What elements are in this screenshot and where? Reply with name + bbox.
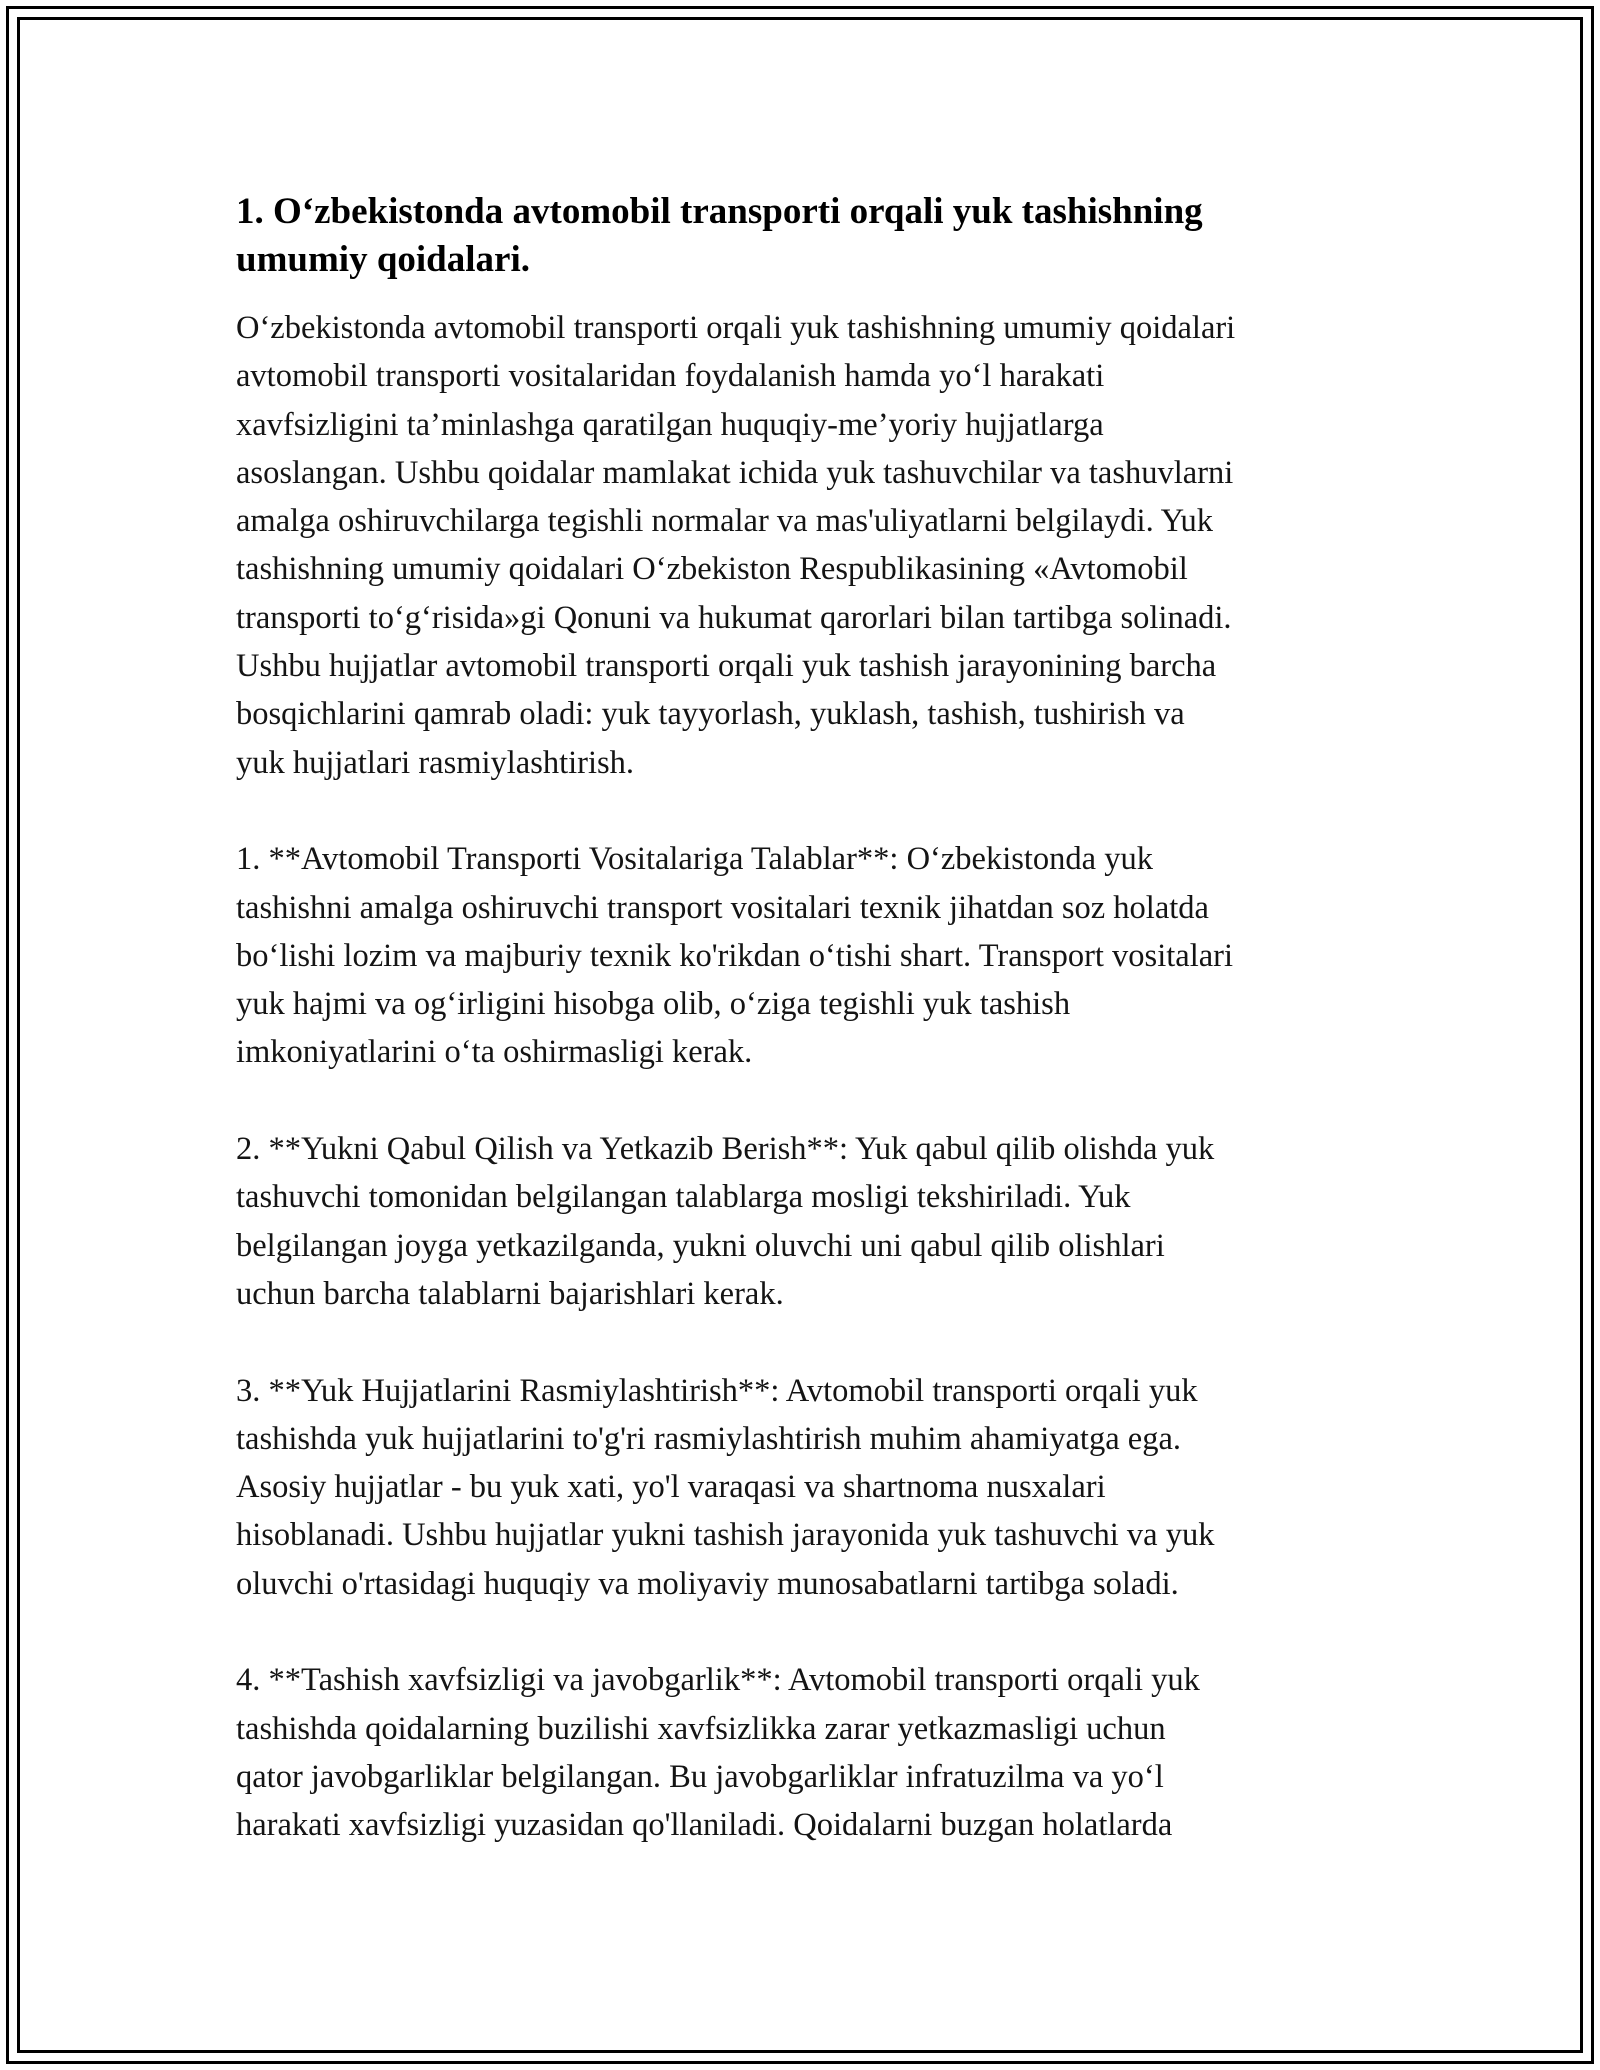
paragraph-spacer: [236, 787, 1396, 835]
heading-line: 1. O‘zbekistonda avtomobil transporti orqali yuk tashishning: [236, 191, 1203, 232]
paragraph-line: avtomobil transporti vositalaridan foydalanish hamda yo‘l harakati: [236, 358, 1105, 395]
list-item-line: hisoblanadi. Ushbu hujjatlar yukni tashish jarayonida yuk tashuvchi va yuk: [236, 1517, 1215, 1554]
document-body: [236, 188, 1396, 1850]
list-item-line: tashuvchi tomonidan belgilangan talablarga mosligi tekshiriladi. Yuk: [236, 1179, 1131, 1216]
paragraph-line: asoslangan. Ushbu qoidalar mamlakat ichida yuk tashuvchilar va tashuvlarni: [236, 454, 1234, 491]
list-item-line: tashishda qoidalarning buzilishi xavfsizlikka zarar yetkazmasligi uchun: [236, 1710, 1166, 1747]
paragraph-line: tashishning umumiy qoidalari O‘zbekiston Respublikasining «Avtomobil: [236, 551, 1188, 588]
list-item-line: harakati xavfsizligi yuzasidan qo'llaniladi. Qoidalarni buzgan holatlarda: [236, 1807, 1173, 1844]
list-item-4: [236, 1656, 1396, 1849]
list-item-3: [236, 1367, 1396, 1608]
paragraph-line: bosqichlarini qamrab oladi: yuk tayyorlash, yuklash, tashish, tushirish va: [236, 696, 1185, 733]
list-item-line: 4. **Tashish xavfsizligi va javobgarlik**: Avtomobil transporti orqali yuk: [236, 1662, 1200, 1699]
list-item-2: [236, 1125, 1396, 1318]
list-item-line: 2. **Yukni Qabul Qilish va Yetkazib Berish**: Yuk qabul qilib olishda yuk: [236, 1131, 1215, 1168]
list-item-line: yuk hajmi va og‘irligini hisobga olib, o‘ziga tegishli yuk tashish: [236, 986, 1071, 1023]
list-item-1: [236, 835, 1396, 1076]
paragraph-spacer: [236, 1608, 1396, 1656]
paragraph-line: Ushbu hujjatlar avtomobil transporti orqali yuk tashish jarayonining barcha: [236, 648, 1217, 685]
paragraph-line: xavfsizligini ta’minlashga qaratilgan huquqiy-me’yoriy hujjatlarga: [236, 406, 1104, 443]
list-item-line: 1. **Avtomobil Transporti Vositalariga Talablar**: O‘zbekistonda yuk: [236, 841, 1153, 878]
paragraph-line: amalga oshiruvchilarga tegishli normalar va mas'uliyatlarni belgilaydi. Yuk: [236, 503, 1213, 540]
paragraph-line: yuk hujjatlari rasmiylashtirish.: [236, 744, 635, 781]
list-item-line: tashishni amalga oshiruvchi transport vositalari texnik jihatdan soz holatda: [236, 889, 1209, 926]
list-item-line: qator javobgarliklar belgilangan. Bu javobgarliklar infratuzilma va yo‘l: [236, 1758, 1164, 1795]
intro-paragraph: [236, 304, 1396, 787]
list-item-line: bo‘lishi lozim va majburiy texnik ko'rikdan o‘tishi shart. Transport vositalari: [236, 937, 1233, 974]
list-item-line: uchun barcha talablarni bajarishlari kerak.: [236, 1275, 784, 1312]
paragraph-spacer: [236, 1318, 1396, 1366]
heading-line: umumiy qoidalari.: [236, 239, 530, 280]
list-item-line: oluvchi o'rtasidagi huquqiy va moliyaviy munosabatlarni tartibga soladi.: [236, 1565, 1179, 1602]
paragraph-line: transporti to‘g‘risida»gi Qonuni va hukumat qarorlari bilan tartibga solinadi.: [236, 599, 1232, 636]
list-item-line: 3. **Yuk Hujjatlarini Rasmiylashtirish**: Avtomobil transporti orqali yuk: [236, 1372, 1198, 1409]
list-item-line: imkoniyatlarini o‘ta oshirmasligi kerak.: [236, 1034, 753, 1071]
section-heading: [236, 188, 1396, 284]
list-item-line: tashishda yuk hujjatlarini to'g'ri rasmiylashtirish muhim ahamiyatga ega.: [236, 1420, 1181, 1457]
paragraph-line: O‘zbekistonda avtomobil transporti orqali yuk tashishning umumiy qoidalari: [236, 310, 1236, 346]
paragraph-spacer: [236, 1077, 1396, 1125]
list-item-line: Asosiy hujjatlar - bu yuk xati, yo'l varaqasi va shartnoma nusxalari: [236, 1469, 1106, 1506]
list-item-line: belgilangan joyga yetkazilganda, yukni oluvchi uni qabul qilib olishlari: [236, 1227, 1165, 1264]
